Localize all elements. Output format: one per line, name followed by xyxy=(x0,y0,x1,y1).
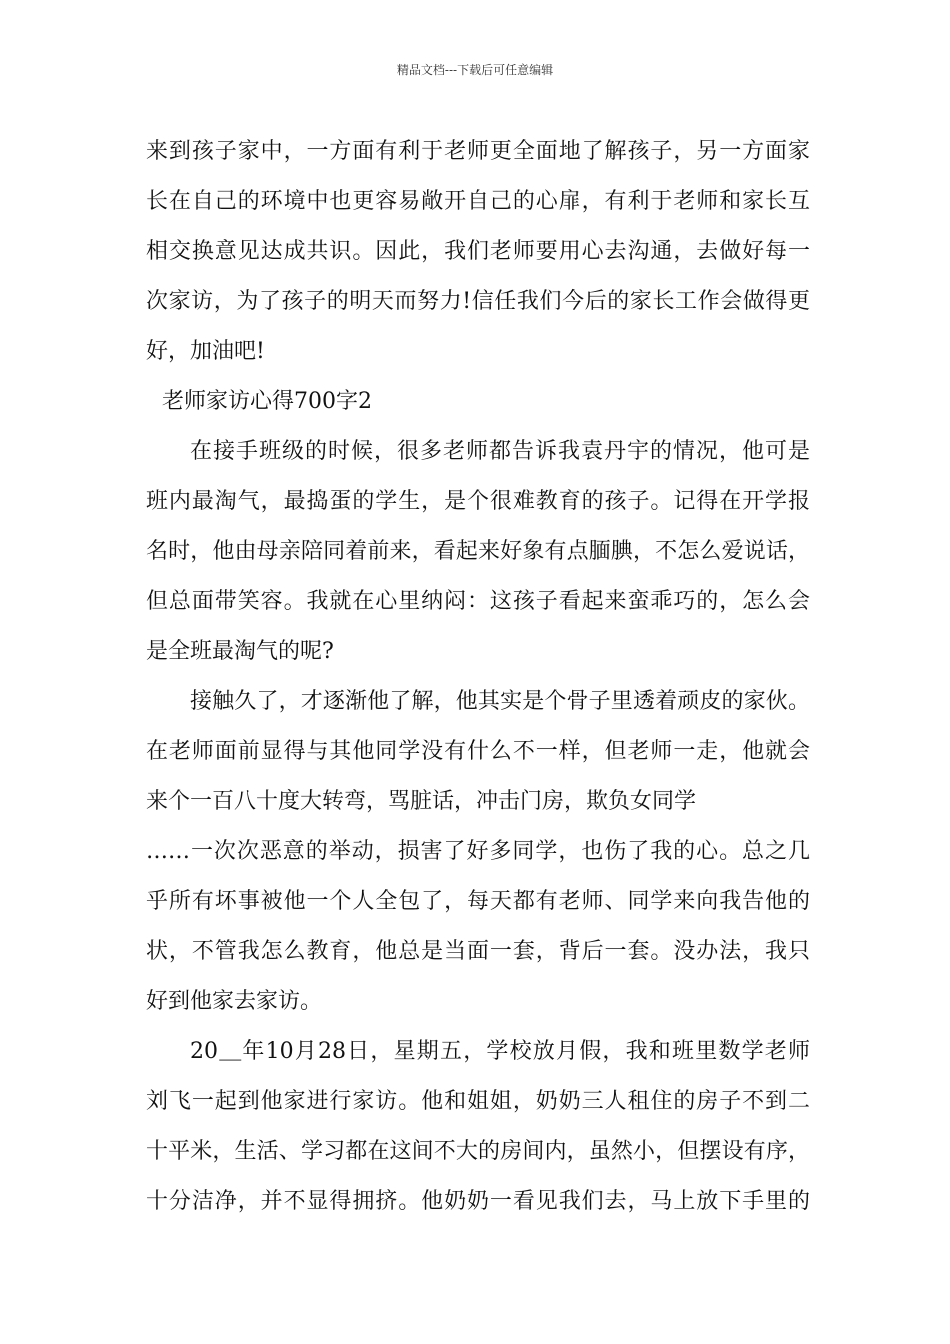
text-line: 乎所有坏事被他一个人全包了，每天都有老师、同学来向我告他的 xyxy=(146,889,810,914)
text-line: 20＿年10月28日，星期五，学校放月假，我和班里数学老师 xyxy=(190,1039,810,1064)
text-line: 在老师面前显得与其他同学没有什么不一样，但老师一走，他就会 xyxy=(146,739,810,764)
text-line: 班内最淘气，最捣蛋的学生，是个很难教育的孩子。记得在开学报 xyxy=(146,489,810,514)
text-line: 十平米，生活、学习都在这间不大的房间内，虽然小，但摆设有序， xyxy=(146,1139,810,1164)
text-line: 但总面带笑容。我就在心里纳闷：这孩子看起来蛮乖巧的，怎么会 xyxy=(146,589,810,614)
text-line: 来到孩子家中，一方面有利于老师更全面地了解孩子，另一方面家 xyxy=(146,139,810,164)
text-line: ……一次次恶意的举动，损害了好多同学，也伤了我的心。总之几 xyxy=(146,839,810,864)
text-line: 长在自己的环境中也更容易敞开自己的心扉，有利于老师和家长互 xyxy=(146,189,810,214)
page-header: 精品文档---下载后可任意编辑 xyxy=(396,63,554,77)
section-heading: 老师家访心得700字2 xyxy=(162,389,372,414)
text-line: 接触久了，才逐渐他了解，他其实是个骨子里透着顽皮的家伙。 xyxy=(190,689,810,714)
text-line: 是全班最淘气的呢? xyxy=(146,639,334,664)
text-line: 状，不管我怎么教育，他总是当面一套，背后一套。没办法，我只 xyxy=(146,939,810,964)
text-line: 好到他家去家访。 xyxy=(146,989,323,1014)
text-line: 次家访，为了孩子的明天而努力!信任我们今后的家长工作会做得更 xyxy=(146,289,810,314)
text-line: 来个一百八十度大转弯，骂脏话，冲击门房，欺负女同学 xyxy=(146,789,697,814)
text-line: 刘飞一起到他家进行家访。他和姐姐，奶奶三人租住的房子不到二 xyxy=(146,1089,810,1114)
text-line: 相交换意见达成共识。因此，我们老师要用心去沟通，去做好每一 xyxy=(146,239,810,264)
document-body xyxy=(146,127,810,1227)
text-line: 十分洁净，并不显得拥挤。他奶奶一看见我们去，马上放下手里的 xyxy=(146,1189,810,1214)
text-line: 好，加油吧! xyxy=(146,339,265,364)
text-line: 名时，他由母亲陪同着前来，看起来好象有点腼腆，不怎么爱说话， xyxy=(146,539,810,564)
text-line: 在接手班级的时候，很多老师都告诉我袁丹宇的情况，他可是 xyxy=(190,439,810,464)
